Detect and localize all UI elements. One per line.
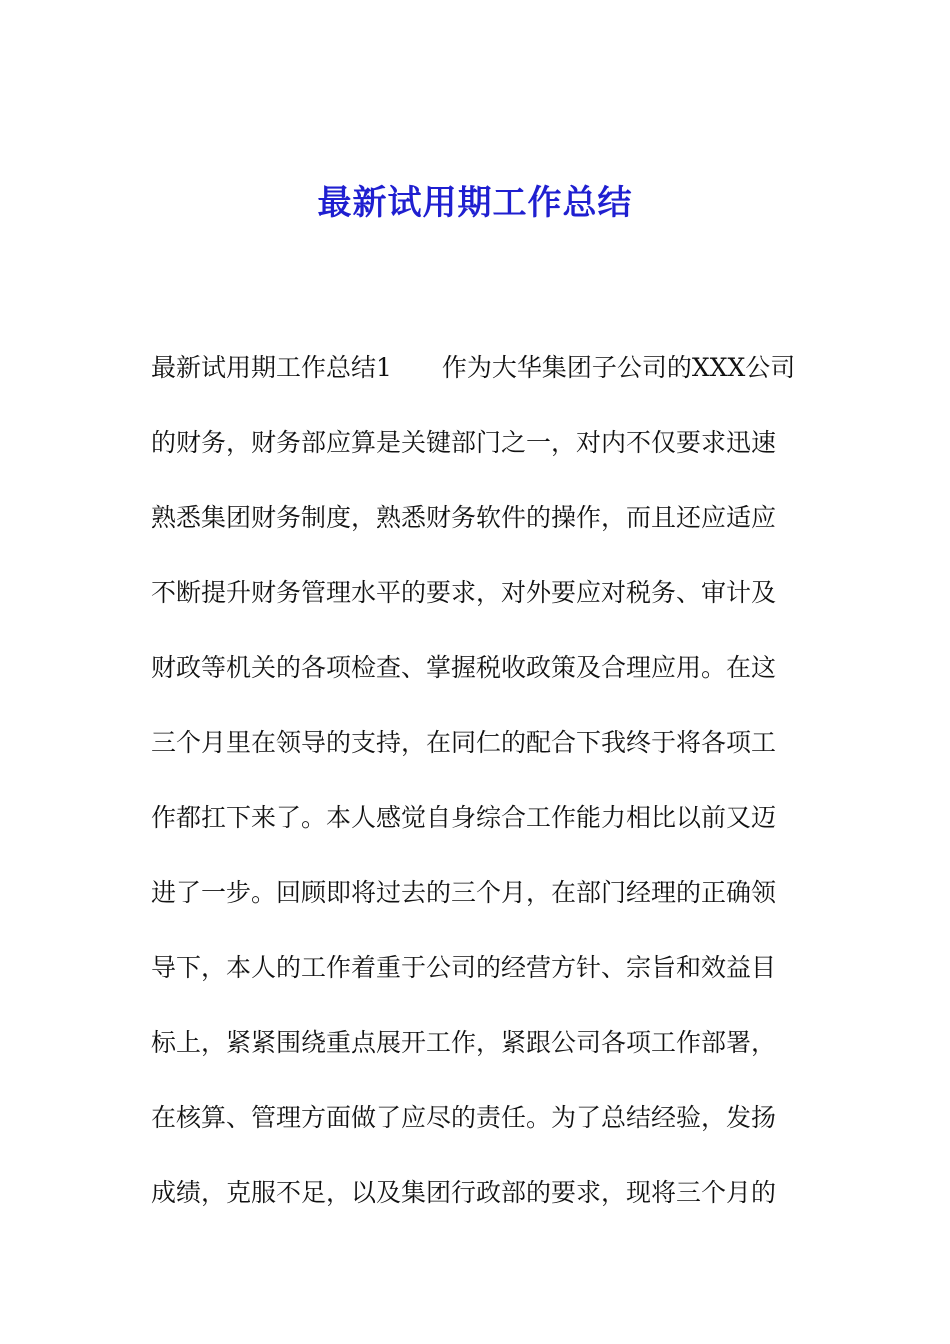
- body-line: 导下，本人的工作着重于公司的经营方针、宗旨和效益目: [151, 953, 777, 982]
- body-line: 三个月里在领导的支持，在同仁的配合下我终于将各项工: [151, 728, 777, 757]
- body-line: 在核算、管理方面做了应尽的责任。为了总结经验，发扬: [151, 1103, 777, 1132]
- body-line: 最新试用期工作总结1 作为大华集团子公司的XXX公司: [151, 353, 796, 382]
- body-line: 标上，紧紧围绕重点展开工作，紧跟公司各项工作部署，: [151, 1028, 777, 1057]
- body-line: 的财务，财务部应算是关键部门之一，对内不仅要求迅速: [151, 428, 777, 457]
- document-title: 最新试用期工作总结: [317, 183, 633, 223]
- body-line: 成绩，克服不足，以及集团行政部的要求，现将三个月的: [151, 1178, 777, 1207]
- body-line: 财政等机关的各项检查、掌握税收政策及合理应用。在这: [151, 653, 777, 682]
- body-line: 作都扛下来了。本人感觉自身综合工作能力相比以前又迈: [151, 803, 777, 832]
- body-line: 熟悉集团财务制度，熟悉财务软件的操作，而且还应适应: [151, 503, 777, 532]
- body-line: 进了一步。回顾即将过去的三个月，在部门经理的正确领: [151, 878, 777, 907]
- body-line: 不断提升财务管理水平的要求，对外要应对税务、审计及: [151, 578, 777, 607]
- document-body: [151, 330, 811, 1230]
